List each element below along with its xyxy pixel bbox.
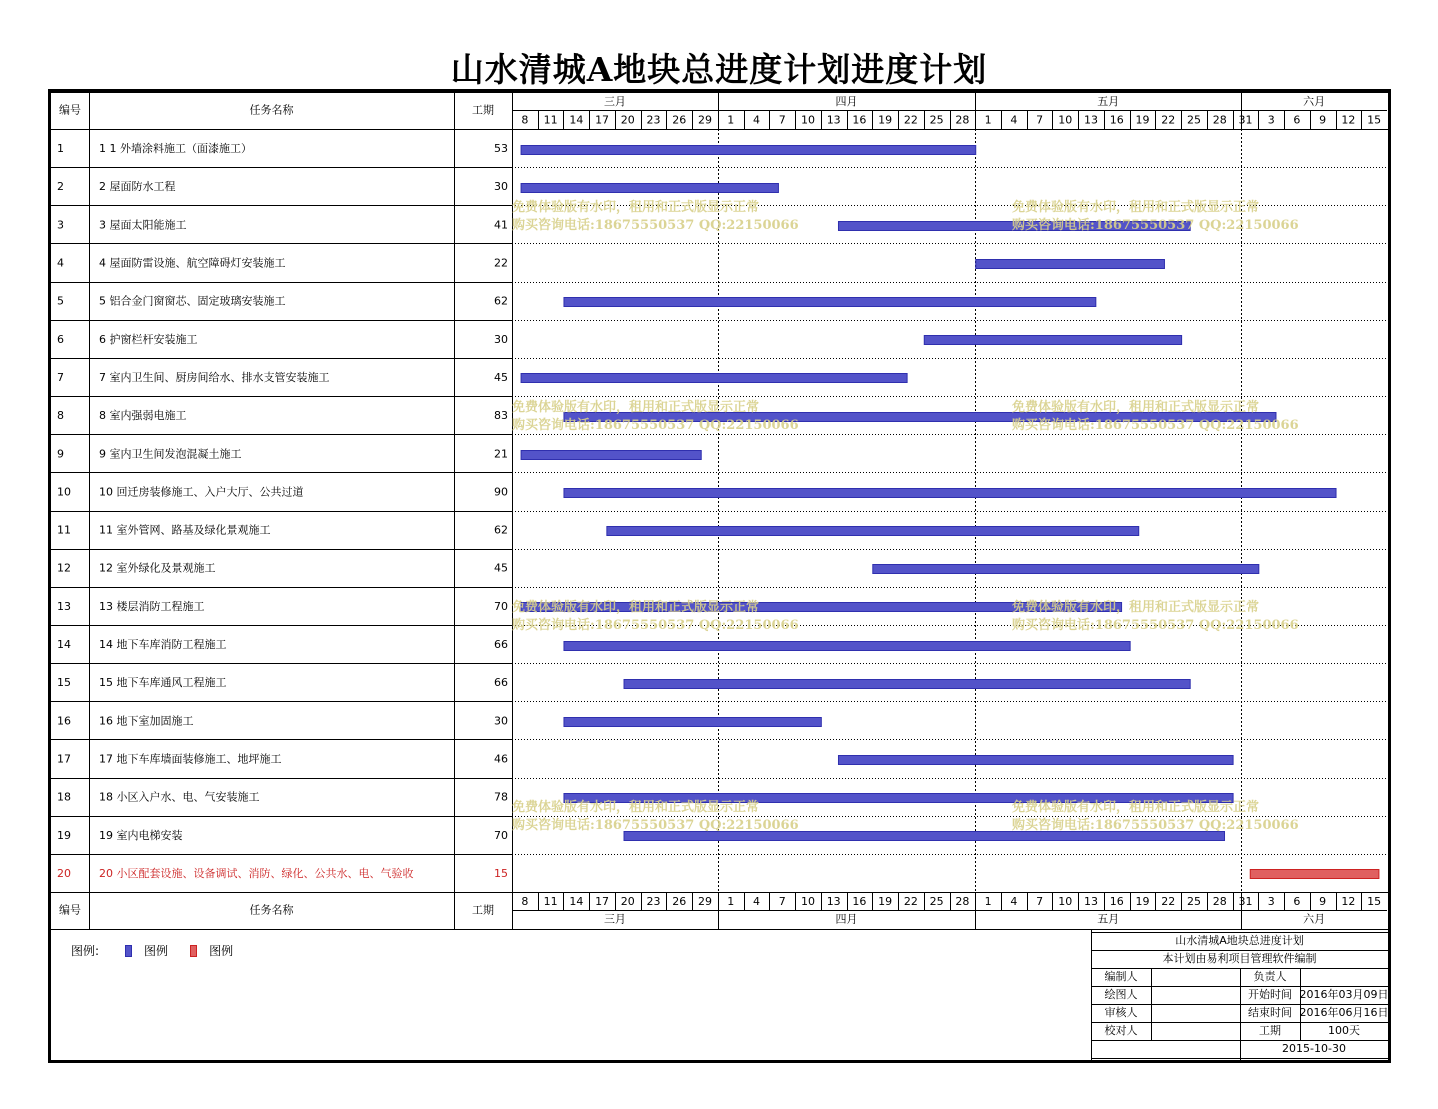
month-label: 三月: [603, 95, 626, 108]
task-name: 15 地下车库通风工程施工: [99, 676, 227, 690]
tick-label: 6: [1293, 895, 1301, 908]
legend-normal-text: 图例: [144, 944, 169, 958]
task-id: 11: [57, 523, 71, 537]
task-bar: [521, 374, 907, 383]
task-duration: 66: [494, 638, 508, 652]
task-id: 8: [57, 409, 64, 423]
watermark-line: 免费体验版有水印，租用和正式版显示正常: [1012, 600, 1260, 615]
watermark-line: 免费体验版有水印，租用和正式版显示正常: [1012, 400, 1260, 415]
task-bar: [976, 260, 1165, 269]
task-name: 11 室外管网、路基及绿化景观施工: [99, 523, 271, 537]
watermark-line: 免费体验版有水印，租用和正式版显示正常: [1012, 800, 1260, 815]
watermark-line: 购买咨询电话:18675550537 QQ:22150066: [1012, 418, 1299, 433]
tick-label: 29: [698, 113, 713, 127]
month-label: 六月: [1303, 912, 1326, 926]
watermark-line: 购买咨询电话:18675550537 QQ:22150066: [1012, 618, 1299, 633]
task-duration: 53: [494, 142, 508, 156]
critical-task-bar: [1250, 870, 1379, 879]
tick-label: 8: [521, 895, 529, 908]
task-id: 6: [57, 332, 64, 346]
task-id: 15: [57, 676, 71, 690]
tick-label: 28: [955, 113, 970, 127]
task-bar: [838, 756, 1233, 765]
tick-label: 7: [1036, 895, 1044, 908]
task-duration: 30: [494, 180, 508, 194]
task-id: 19: [57, 828, 71, 842]
tick-label: 4: [1010, 895, 1018, 908]
task-name: 18 小区入户水、电、气安装施工: [99, 790, 260, 804]
tick-label: 6: [1293, 113, 1301, 127]
tick-label: 10: [800, 895, 815, 908]
task-id: 17: [57, 752, 71, 766]
info-title: 山水清城A地块总进度计划: [1175, 934, 1304, 947]
tick-label: 16: [1109, 895, 1124, 908]
tick-label: 7: [1036, 113, 1044, 127]
task-id: 12: [57, 561, 71, 575]
watermark-line: 购买咨询电话:18675550537 QQ:22150066: [512, 418, 799, 433]
task-duration: 70: [494, 599, 508, 613]
tick-label: 7: [778, 895, 786, 908]
tick-label: 12: [1341, 895, 1356, 908]
legend-normal-swatch: [125, 945, 132, 957]
task-duration: 83: [494, 409, 508, 423]
tick-label: 11: [543, 895, 558, 908]
info-drawer-label: 绘图人: [1104, 988, 1138, 1001]
task-id: 2: [57, 180, 64, 194]
header-name: 任务名称: [249, 103, 294, 117]
task-duration: 15: [494, 866, 508, 880]
tick-label: 22: [903, 895, 918, 908]
task-id: 13: [57, 599, 71, 613]
task-bar: [564, 794, 1233, 803]
task-name: 13 楼层消防工程施工: [99, 599, 205, 613]
info-end-value: 2016年06月16日: [1299, 1006, 1388, 1019]
task-name: 4 屋面防雷设施、航空障碍灯安装施工: [99, 256, 286, 270]
tick-label: 26: [672, 895, 687, 908]
tick-label: 13: [1084, 113, 1099, 127]
watermark-line: 免费体验版有水印，租用和正式版显示正常: [512, 800, 760, 815]
tick-label: 10: [800, 113, 815, 127]
task-name: 10 回迁房装修施工、入户大厅、公共过道: [99, 485, 304, 499]
task-name: 14 地下车库消防工程施工: [99, 638, 227, 652]
task-duration: 41: [494, 218, 508, 232]
tick-label: 11: [543, 113, 558, 127]
task-bar: [521, 146, 976, 155]
task-name: 8 室内强弱电施工: [99, 409, 187, 423]
task-bar: [607, 527, 1139, 536]
task-bar: [564, 489, 1336, 498]
tick-label: 31: [1238, 113, 1253, 127]
watermark-line: 免费体验版有水印，租用和正式版显示正常: [1012, 200, 1260, 215]
tick-label: 16: [1109, 113, 1124, 127]
task-name: 20 小区配套设施、设备调试、消防、绿化、公共水、电、气验收: [99, 866, 414, 880]
task-duration: 21: [494, 447, 508, 461]
footer-duration: 工期: [472, 903, 494, 917]
info-end-label: 结束时间: [1248, 1006, 1292, 1019]
task-bar: [624, 680, 1190, 689]
task-name: 7 室内卫生间、厨房间给水、排水支管安装施工: [99, 370, 330, 384]
tick-label: 8: [521, 113, 529, 127]
tick-label: 3: [1267, 113, 1275, 127]
info-start-value: 2016年03月09日: [1299, 988, 1388, 1001]
task-name: 6 护窗栏杆安装施工: [99, 332, 198, 346]
task-id: 20: [57, 866, 71, 880]
tick-label: 22: [903, 113, 918, 127]
chart-title: 山水清城A地块总进度计划进度计划: [450, 50, 988, 89]
task-name: 19 室内电梯安装: [99, 828, 183, 842]
tick-label: 16: [852, 113, 867, 127]
task-duration: 30: [494, 714, 508, 728]
watermark-line: 免费体验版有水印，租用和正式版显示正常: [512, 400, 760, 415]
tick-label: 1: [984, 895, 992, 908]
tick-label: 1: [984, 113, 992, 127]
task-duration: 66: [494, 676, 508, 690]
tick-label: 13: [826, 113, 841, 127]
task-bar: [624, 832, 1224, 841]
task-bar: [564, 642, 1130, 651]
watermark-line: 购买咨询电话:18675550537 QQ:22150066: [1012, 218, 1299, 233]
tick-label: 19: [878, 113, 893, 127]
task-name: 12 室外绿化及景观施工: [99, 561, 216, 575]
tick-label: 23: [646, 895, 661, 908]
tick-label: 15: [1367, 895, 1382, 908]
info-manager-label: 负责人: [1253, 970, 1287, 983]
tick-label: 28: [1212, 113, 1227, 127]
tick-label: 19: [1135, 113, 1150, 127]
tick-label: 4: [752, 895, 760, 908]
tick-label: 25: [1186, 895, 1201, 908]
gantt-frame: [48, 89, 1391, 1063]
tick-label: 19: [878, 895, 893, 908]
task-name: 3 屋面太阳能施工: [99, 218, 187, 232]
gantt-chart: [51, 92, 1388, 1060]
task-id: 1: [57, 142, 64, 156]
task-bar: [564, 413, 1276, 422]
task-id: 18: [57, 790, 71, 804]
tick-label: 1: [727, 113, 735, 127]
tick-label: 20: [620, 895, 635, 908]
month-label: 四月: [835, 95, 858, 108]
month-label: 三月: [603, 912, 626, 926]
task-id: 16: [57, 714, 71, 728]
info-duration-value: 100天: [1328, 1024, 1360, 1037]
task-name: 16 地下室加固施工: [99, 714, 194, 728]
task-bar: [521, 603, 1121, 612]
tick-label: 17: [595, 895, 610, 908]
task-duration: 46: [494, 752, 508, 766]
task-name: 2 屋面防水工程: [99, 180, 176, 194]
task-bar: [564, 718, 821, 727]
task-duration: 45: [494, 370, 508, 384]
tick-label: 12: [1341, 113, 1356, 127]
tick-label: 10: [1058, 113, 1073, 127]
task-name: 5 铝合金门窗窗芯、固定玻璃安装施工: [99, 294, 286, 308]
footer-name: 任务名称: [249, 903, 294, 917]
task-id: 7: [57, 370, 64, 384]
task-id: 9: [57, 447, 64, 461]
watermark-line: 购买咨询电话:18675550537 QQ:22150066: [512, 818, 799, 833]
legend-critical-text: 图例: [209, 944, 234, 958]
tick-label: 25: [929, 895, 944, 908]
task-id: 14: [57, 638, 71, 652]
tick-label: 1: [727, 895, 735, 908]
watermark-line: 免费体验版有水印，租用和正式版显示正常: [512, 600, 760, 615]
tick-label: 26: [672, 113, 687, 127]
tick-label: 31: [1238, 895, 1253, 908]
tick-label: 4: [752, 113, 760, 127]
info-subtitle: 本计划由易利项目管理软件编制: [1162, 952, 1317, 965]
task-duration: 22: [494, 256, 508, 270]
month-label: 四月: [835, 912, 858, 926]
task-name: 9 室内卫生间发泡混凝土施工: [99, 447, 242, 461]
tick-label: 19: [1135, 895, 1150, 908]
tick-label: 3: [1267, 895, 1275, 908]
tick-label: 14: [569, 113, 584, 127]
task-duration: 30: [494, 332, 508, 346]
task-bar: [924, 336, 1181, 345]
task-duration: 70: [494, 828, 508, 842]
tick-label: 4: [1010, 113, 1018, 127]
task-duration: 90: [494, 485, 508, 499]
watermark-line: 免费体验版有水印，租用和正式版显示正常: [512, 200, 760, 215]
legend-critical-swatch: [190, 945, 197, 957]
tick-label: 22: [1161, 895, 1176, 908]
task-id: 5: [57, 294, 64, 308]
tick-label: 22: [1161, 113, 1176, 127]
task-duration: 78: [494, 790, 508, 804]
task-duration: 62: [494, 294, 508, 308]
tick-label: 10: [1058, 895, 1073, 908]
task-id: 10: [57, 485, 71, 499]
header-duration: 工期: [472, 103, 494, 117]
task-id: 3: [57, 218, 64, 232]
legend-label: 图例:: [71, 944, 100, 958]
tick-label: 20: [620, 113, 635, 127]
tick-label: 9: [1319, 895, 1327, 908]
tick-label: 7: [778, 113, 786, 127]
watermark-line: 购买咨询电话:18675550537 QQ:22150066: [512, 618, 799, 633]
tick-label: 9: [1319, 113, 1327, 127]
tick-label: 13: [826, 895, 841, 908]
watermark-line: 购买咨询电话:18675550537 QQ:22150066: [1012, 818, 1299, 833]
watermark-line: 购买咨询电话:18675550537 QQ:22150066: [512, 218, 799, 233]
tick-label: 16: [852, 895, 867, 908]
tick-label: 23: [646, 113, 661, 127]
tick-label: 13: [1084, 895, 1099, 908]
month-label: 六月: [1303, 95, 1326, 108]
task-bar: [564, 298, 1096, 307]
info-date: 2015-10-30: [1282, 1042, 1346, 1055]
task-name: 1 1 外墙涂料施工（面漆施工）: [99, 142, 252, 156]
info-duration-label: 工期: [1259, 1024, 1281, 1037]
task-id: 4: [57, 256, 64, 270]
task-duration: 62: [494, 523, 508, 537]
info-start-label: 开始时间: [1248, 988, 1292, 1001]
tick-label: 14: [569, 895, 584, 908]
task-duration: 45: [494, 561, 508, 575]
info-reviewer-label: 审核人: [1104, 1006, 1138, 1019]
header-id: 编号: [59, 103, 81, 117]
footer-id: 编号: [59, 903, 81, 917]
tick-label: 17: [595, 113, 610, 127]
month-label: 五月: [1097, 95, 1120, 108]
tick-label: 25: [1186, 113, 1201, 127]
task-bar: [521, 451, 701, 460]
task-bar: [873, 565, 1259, 574]
info-editor-label: 编制人: [1104, 970, 1138, 983]
tick-label: 25: [929, 113, 944, 127]
tick-label: 28: [955, 895, 970, 908]
task-bar: [838, 222, 1190, 231]
info-checker-label: 校对人: [1104, 1024, 1138, 1037]
task-name: 17 地下车库墙面装修施工、地坪施工: [99, 752, 282, 766]
tick-label: 15: [1367, 113, 1382, 127]
legend: [71, 942, 233, 959]
month-label: 五月: [1097, 912, 1120, 926]
tick-label: 29: [698, 895, 713, 908]
task-bar: [521, 184, 778, 193]
tick-label: 28: [1212, 895, 1227, 908]
